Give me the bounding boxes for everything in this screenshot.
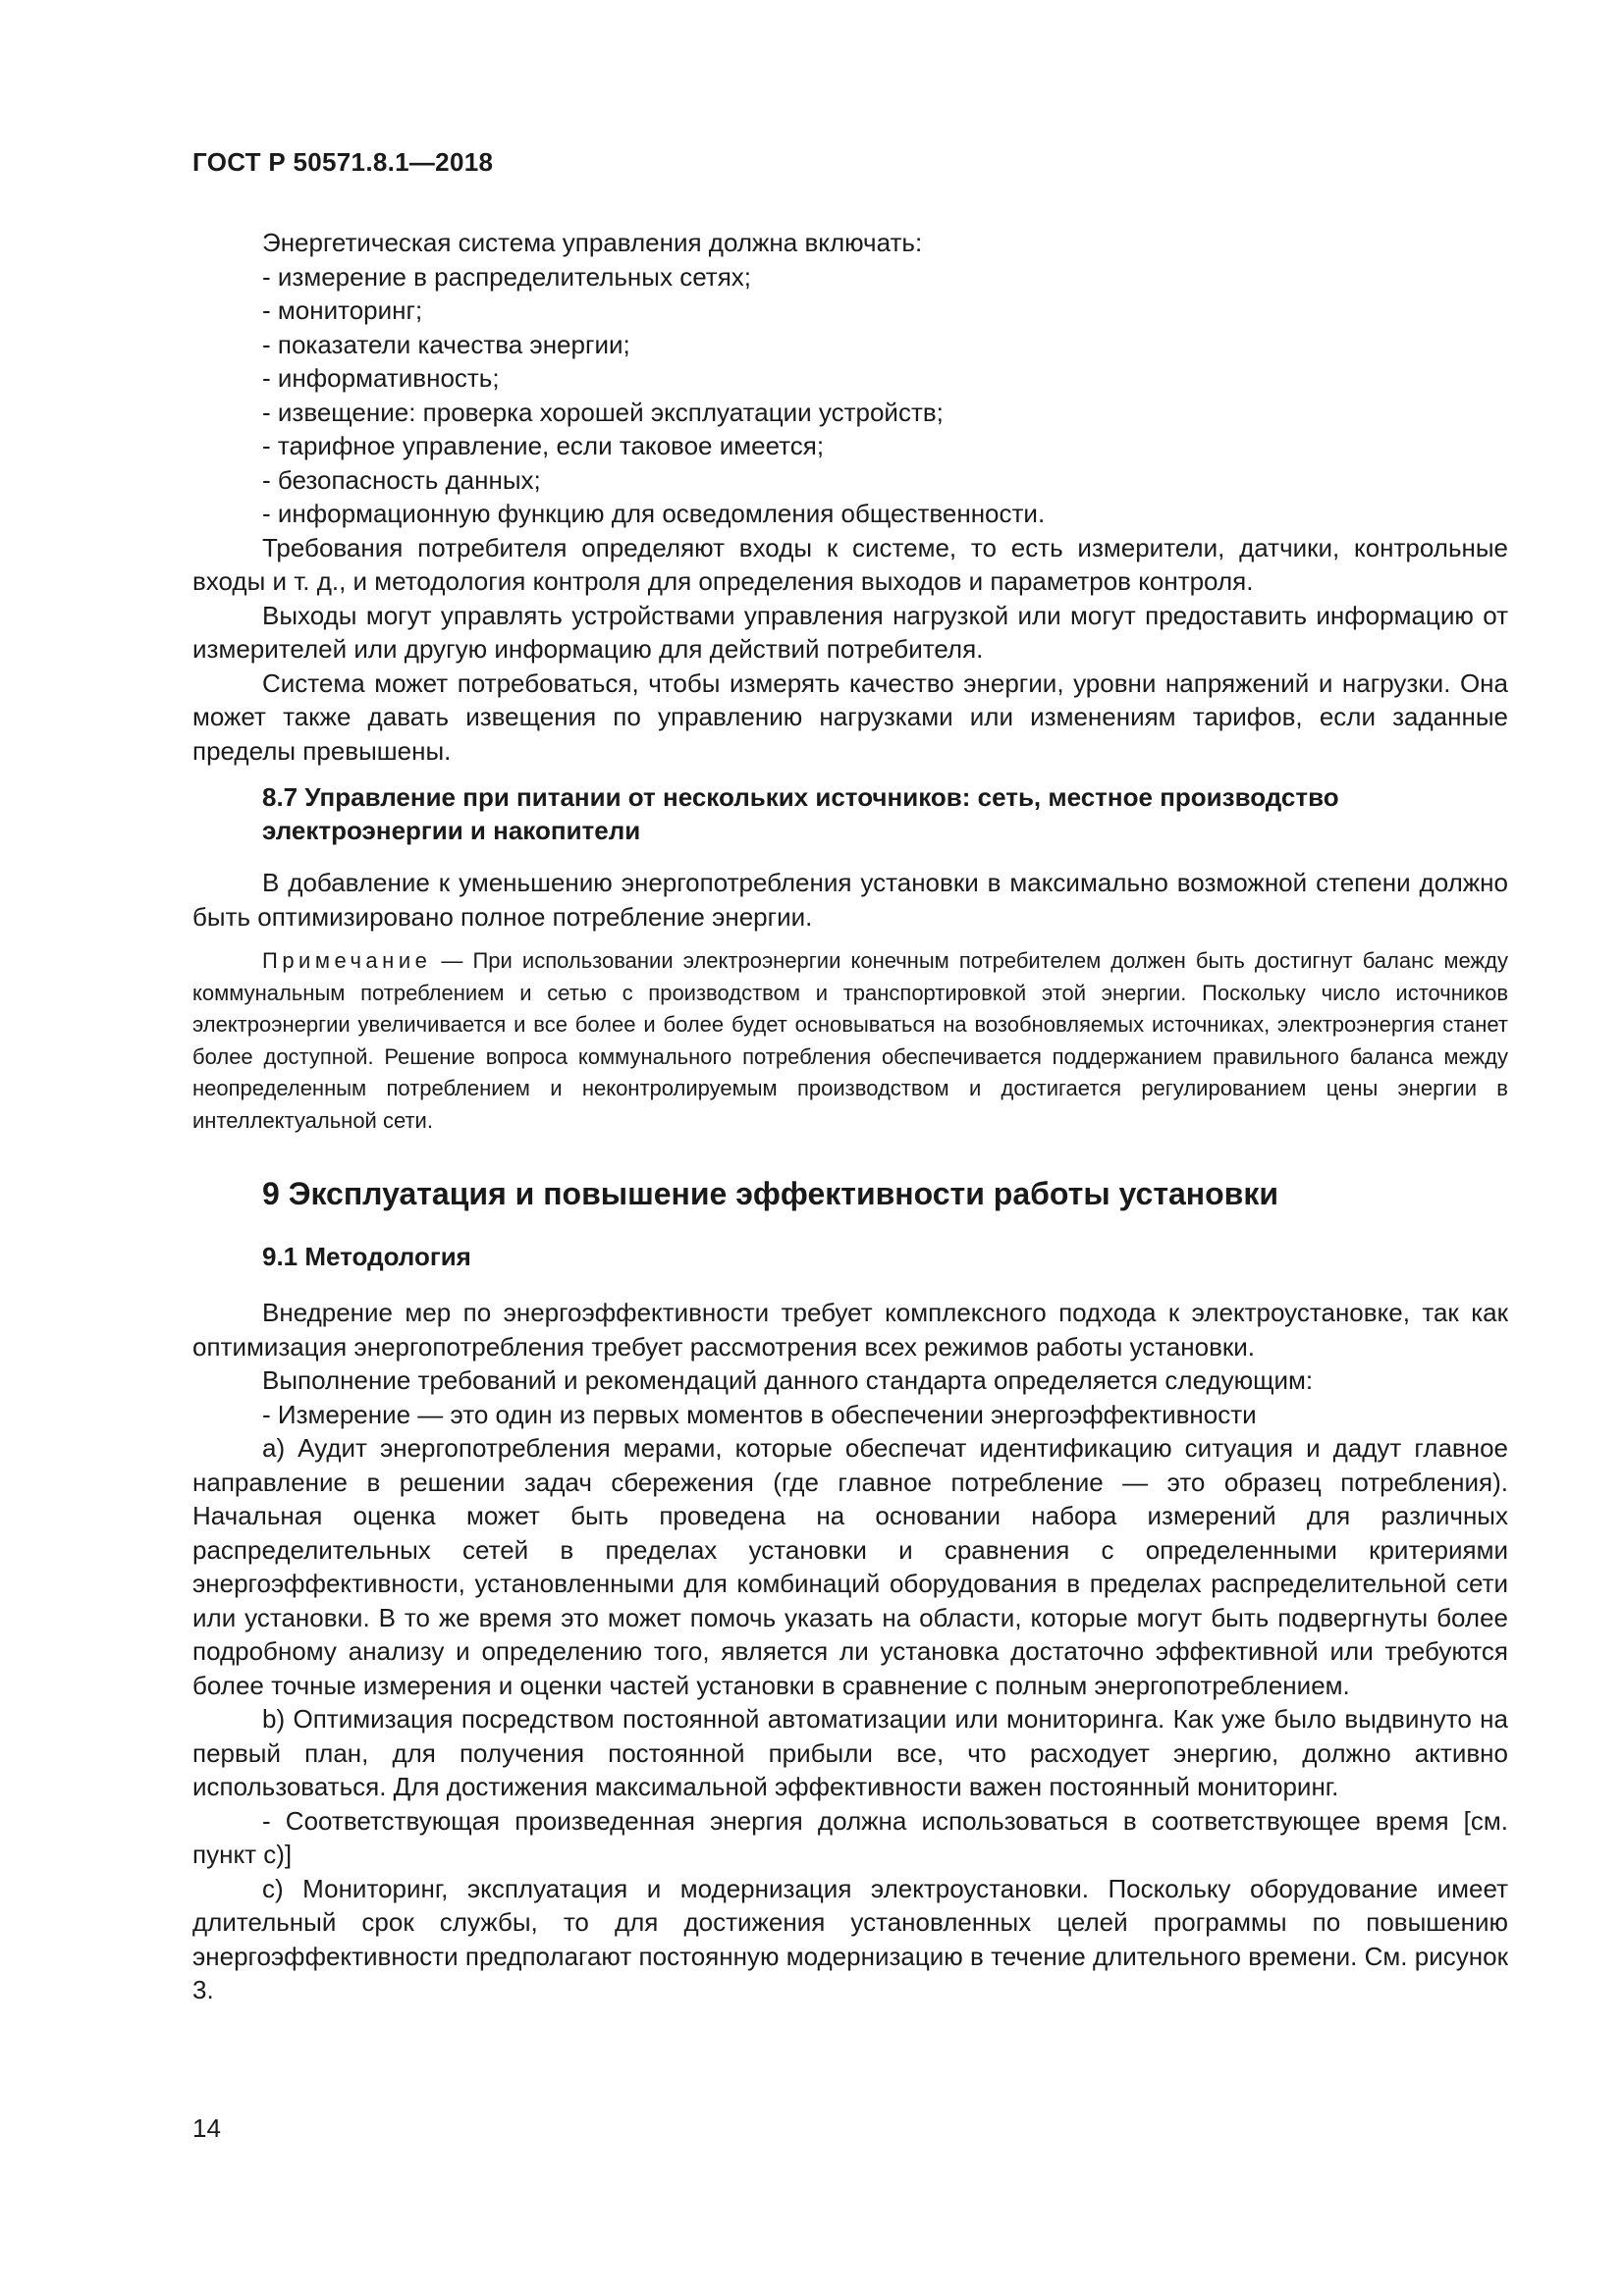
paragraph: b) Оптимизация посредством постоянной автоматизации или мониторинга. Как уже было выдвинуто на первый план, для получения постоянной прибыли все, что расходует энергию, должно активно использоваться. Для достижения максимальной эффективности важен постоянный мониторинг.: [192, 1704, 1508, 1801]
document-code: ГОСТ Р 50571.8.1—2018: [192, 147, 494, 177]
paragraph: Внедрение мер по энергоэффективности требует комплексного подхода к электроустановке, так как оптимизация энергопотребления требует рассмотрения всех режимов работы установки.: [192, 1298, 1508, 1362]
paragraph: Энергетическая система управления должна включать:: [262, 228, 923, 257]
list-item: - измерение в распределительных сетях;: [262, 261, 751, 292]
paragraph: - Соответствующая произведенная энергия должна использоваться в соответствующее время [см. пункт c)]: [192, 1805, 1508, 1869]
paragraph: В добавление к уменьшению энергопотребления установки в максимально возможной степени должно быть оптимизировано полное потребление энергии.: [192, 868, 1508, 932]
paragraph: Система может потребоваться, чтобы измерять качество энергии, уровни напряжений и нагрузки. Она может также давать извещения по управлению нагрузками или изменениям тарифов, если заданные пределы превышены.: [192, 667, 1508, 766]
paragraph: Выходы могут управлять устройствами управления нагрузкой или могут предоставить информацию от измерителей или другую информацию для действий потребителя.: [192, 600, 1508, 664]
note-text: — При использовании электроэнергии конечным потребителем должен быть достигнут баланс между коммунальным потреблением и сетью с производством и транспортировкой этой энергии. Поскольку число источников электроэнергии увеличивается и все более и более будет основываться на возобновляемых источниках, электроэнергия станет более доступной. Решение вопроса коммунального потребления обеспечивается поддержанием правильного баланса между неопределенным потреблением и неконтролируемым производством и достигается регулированием цены энергии в интеллектуальной сети.: [192, 948, 1508, 1133]
list-item: - тарифное управление, если таковое имеется;: [262, 431, 825, 460]
paragraph: c) Мониторинг, эксплуатация и модернизация электроустановки. Поскольку оборудование имеет длительный срок службы, то для достижения установленных целей программы по повышению энергоэффективности предполагают постоянную модернизацию в течение длительного времени. См. рисунок 3.: [192, 1873, 1508, 2004]
paragraph: Требования потребителя определяют входы к системе, то есть измерители, датчики, контрольные входы и т. д., и методология контроля для определения выходов и параметров контроля.: [192, 532, 1508, 596]
section-9-heading: 9 Эксплуатация и повышение эффективности работы установки: [262, 1176, 1279, 1211]
paragraph: a) Аудит энергопотребления мерами, которые обеспечат идентификацию ситуация и дадут главное направление в решении задач сбережения (где главное потребление — это образец потребления). Начальная оценка может быть проведена на основании набора измерений для различных распределительных сетей в пределах установки и сравнения с определенными критериями энергоэффективности, установленными для комбинаций оборудования в пределах распределительной сети или установки. В то же время это может помочь указать на области, которые могут быть подвергнуты более подробному анализу и определению того, является ли установка достаточно эффективной или требуются более точные измерения и оценки частей установки в сравнение с полным энергопотреблением.: [192, 1433, 1508, 1700]
section-9-1-heading: 9.1 Методология: [262, 1242, 471, 1271]
section-8-7-heading: 8.7 Управление при питании от нескольких источников: сеть, местное производство электроэнергии и накопители: [262, 782, 1339, 845]
section-8-7-body: [192, 866, 1508, 934]
note-label: Примечание: [262, 948, 432, 973]
list-item: - информационную функцию для осведомления общественности.: [262, 499, 1046, 528]
list-item: - безопасность данных;: [262, 464, 541, 495]
page-number: 14: [192, 2113, 221, 2143]
note-paragraph: [192, 945, 1508, 1137]
control-system-requirements: [192, 226, 1508, 768]
paragraph: Выполнение требований и рекомендаций данного стандарта определяется следующим:: [262, 1365, 1314, 1395]
list-item: - мониторинг;: [262, 295, 423, 325]
list-item: - показатели качества энергии;: [262, 329, 630, 359]
note-block: [192, 945, 1508, 1137]
list-item: - извещение: проверка хорошей эксплуатации устройств;: [262, 397, 944, 427]
section-9-1-body: [192, 1296, 1508, 2007]
paragraph: - Измерение — это один из первых моментов в обеспечении энергоэффективности: [262, 1399, 1257, 1429]
list-item: - информативность;: [262, 363, 500, 393]
